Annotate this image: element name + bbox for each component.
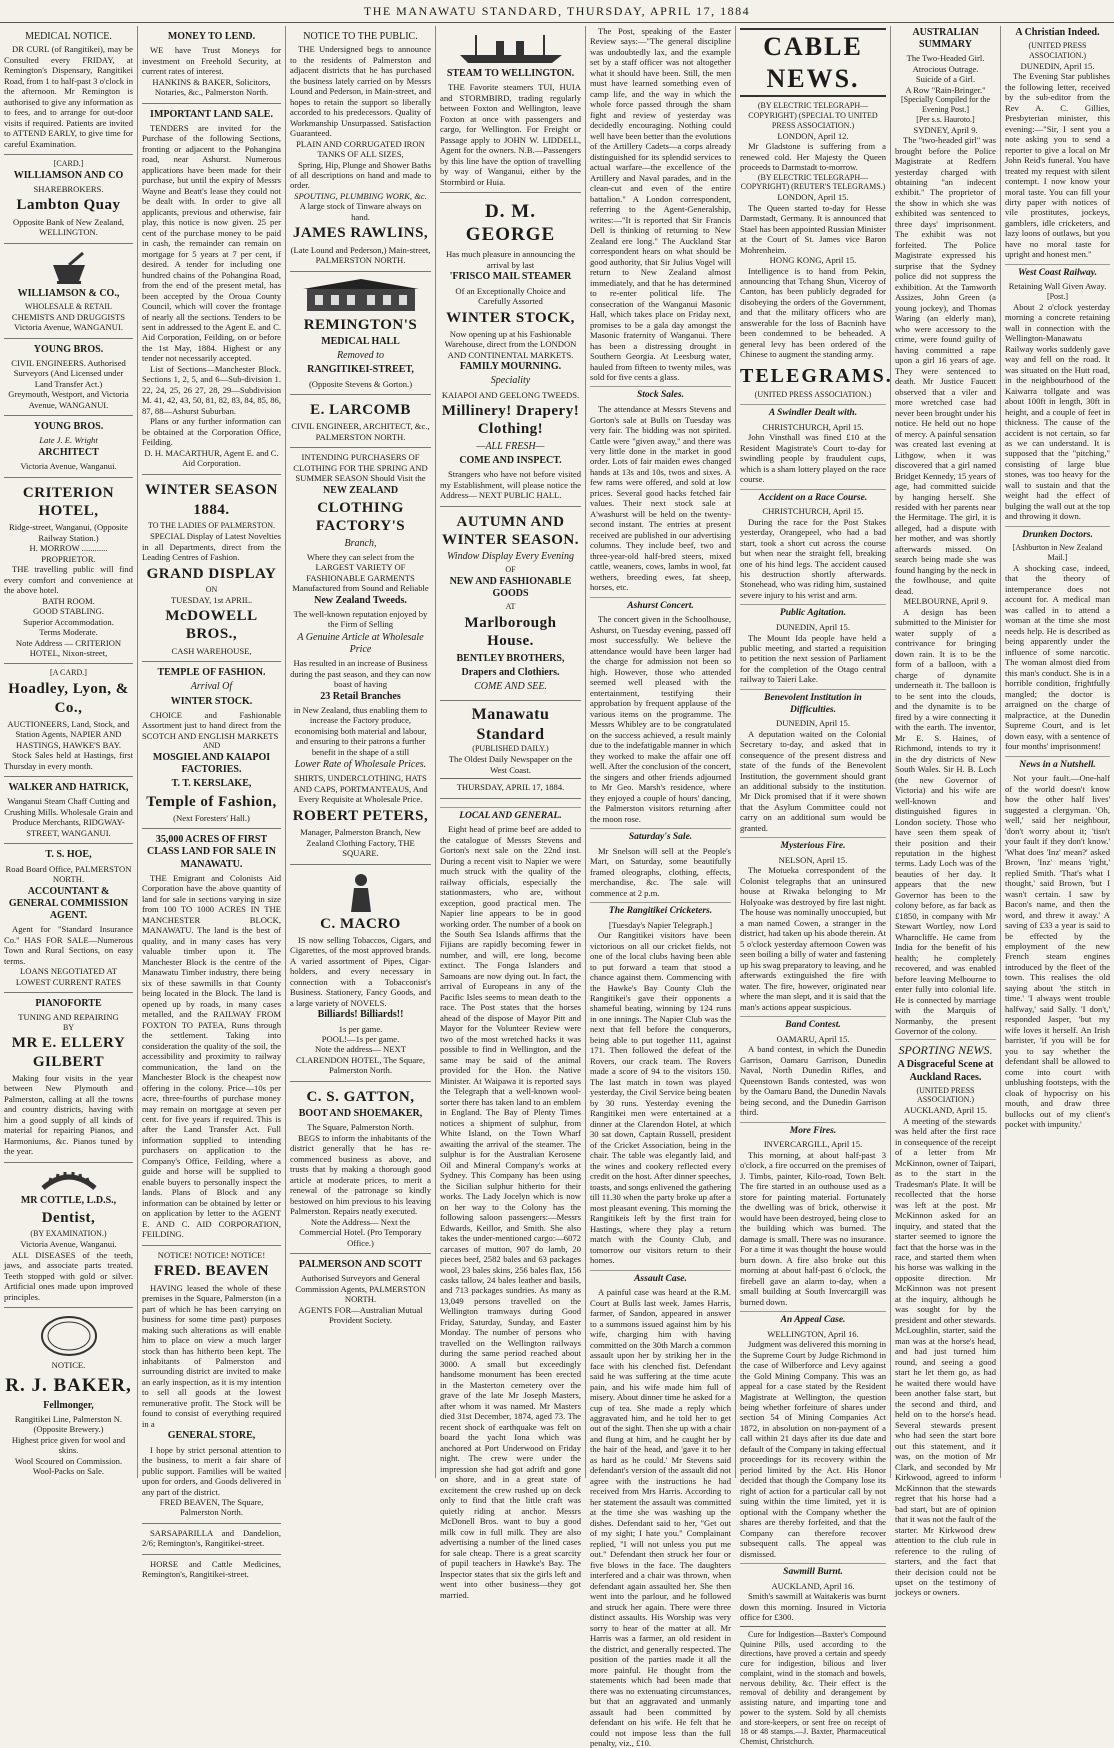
west-coast-railway-body: About 2 o'clock yesterday morning a concrete retaining wall in connection with the Wellington-Manawatu Railway works suddenly gave way and fell on the road. It was situated on the Hutt road, in the neighbourhood of the Kaiwarra tollgate and was about 100ft in length, 30ft in height, and a couple of feet in thickness. The cause of the accident is not certain, so far as we can understand. It is supposed that the "pitching," consisting of large blue stones, was too heavy for the wall to sustain and that the weight had the effect of bulging the wall out at the top and throwing it down. — [1005, 301, 1110, 522]
baker-trade: Fellmonger, — [43, 1399, 94, 1411]
cable-source-1: (BY ELECTRIC TELEGRAPH—COPYRIGHT) (SPECIAL TO UNITED PRESS ASSOCIATION.) — [748, 101, 878, 130]
pool-note: Note the address— NEXT CLARENDON HOTEL, The Square, Palmerston North. — [296, 1044, 425, 1076]
baker-address: Rangitikei Line, Palmerston N. (Opposite Brewery.) — [14, 1413, 123, 1435]
christian-indeed-dateline: DUNEDIN, April 15. — [1020, 60, 1095, 71]
local-body: Eight head of prime beef are added to the catalogue of Messrs Stevens and Gorton's next sale on the 22nd inst. During a recent visit to Napier we were much struck with the quality of the railway officials, especially the stationmasters, who are, without exception, good practical men. The Napier line appears to be in good working order. The number of a book on the South Sea Islands affirms that the Fijians are rapidly becoming fewer in number, and will, ere long, become extinct. The Fonga Islanders and Samoans are now dying out. In fact, the arrival of Europeans in any of the Pacific Isles seems to mean death to the race. The Post states that the horses ahead of the dispose of Mayor Pitt and Mayor for the Volunteer Review were two of the most wretched hacks it was possible to find in Wellington, and the same may be said of the animal provided for the Hon. the Native Minister. At Waipawa it is reported says the Telegraph that a well-known wool-sorter there has taken land to an emblem in England. The Bay of Plenty Times notices a shipment of sulphur, from White Island, on the Town Wharf awaiting the arrival of the steamer. The sulphur is for the Australian Kerosene Oil and Mineral Company's works at Sydney. This Company has been using the Sicilian sulphur hitherto for their works. The Lady Jocelyn which is now on her way to the Colony has the following saloon passengers:—Messrs Edwards, Keillor, and Smith. She also takes the under-mentioned cargo:—6072 carcases of mutton, 907 do lamb, 20 pieces beef, 2582 bales and 63 packages wool, 23 bales skins, 256 bales flax, 156 casks tallow, 24 bales leather and basils, and 713 packages sundries. As many as 13,049 persons travelled on the Wellington tramways during Good Friday, Saturday, Sunday, and Easter Monday. The number of persons who travelled on the Wellington railways during the same period reached about 3000. A small but exceedingly handsome monument has been erected in the Masterton cemetery over the grave of the late Mr Joseph Masters, after whom it was named. Mr Masters died 31st December, 1874, aged 73. The recent shock of earthquake was felt on board the yacht Iona which was anchored at Port Underwood on Friday night. The crew were under the impression she had got adrift and gone on shore, and in a great state of excitement the crew rushed up on deck only to find that the little craft was quietly riding at anchor. Messrs McDonell Bros. want to buy a good milk cow in full milk. They are also advertising a number of the lined cases for sale cheap. There is a great scarcity of pupil teachers in Hawke's Bay. The Inspector states that six the girls left and went into other business—they got married. — [440, 824, 581, 1600]
wool-bale-seal-icon — [39, 1315, 99, 1357]
hoe-loans: LOANS NEGOTIATED AT LOWEST CURRENT RATES — [15, 966, 122, 987]
george-stock: WINTER STOCK, — [446, 309, 575, 326]
grand-display-heading: GRAND DISPLAY — [146, 565, 277, 582]
pianoforte-ad — [4, 993, 133, 1163]
autumn-new: NEW AND FASHIONABLE GOODS — [449, 576, 572, 600]
chemists-address: Victoria Avenue, WANGANUI. — [14, 322, 123, 333]
autumn-house: Marlborough House. — [464, 615, 557, 650]
beaven-ad — [142, 1246, 281, 1524]
temple-of-fashion-ad — [142, 662, 281, 829]
autumn-at: AT — [505, 602, 516, 612]
young-bros-address: Greymouth, Westport, and Victoria Avenue, WANGANUI. — [8, 389, 129, 410]
more-fires-body: This morning, at about half-past 3 o'clock, a fire occurred on the premises of J. Timbs, painter, Kilo-road, Town Belt. The fire started in an outhouse used as a store for painting material. Fortunately the dwelling was of brick, otherwise it would have been destroyed, being close to the building which was burned. The damage is small. There was no insurance. For a time it was thought the house would burn down. A fire also broke out this morning at about half-past 6 o'clock, the firebell gave an alarm to-day, when a small building at South Invercargill was burned down. — [740, 1149, 886, 1307]
walker-body: Wanganui Steam Chaff Cutting and Crushing Mills. Wholesale Grain and Produce Merchants, RIDGWAY-STREET, WANGANUI. — [4, 796, 133, 838]
column-4 — [435, 26, 585, 1600]
aus-summary-item-4: A Row "Rain-Bringer." — [905, 84, 986, 95]
rawlins-ad — [290, 26, 431, 272]
local-general-article — [440, 799, 581, 1605]
chemists-trade-1: WHOLESALE & RETAIL — [25, 301, 112, 311]
criterion-accommodation: Superior Accommodation. — [23, 616, 114, 627]
cottle-trade: Dentist, — [41, 1210, 96, 1227]
cricketers-source: [Tuesday's Napier Telegraph.] — [608, 919, 713, 930]
hall-building-icon — [301, 279, 421, 313]
race-accident-body: During the race for the Post Stakes yesterday, Orangepeel, who had a bad start, took a short cut across the course but when near the straight fell, breaking one of his hind legs. The accident caused his destruction shortly afterwards. Stonehead, who was riding him, sustained severe injury to his wrist and arm. — [740, 516, 886, 600]
macro-body: IS now selling Tobaccos, Cigars, and Cigarettes, of the most approved brands. A varied assortment of Pipes, Cigar-holders, and every necessary in connection with a Tobacconist's Business. Stationery, Fancy Goods, and a large variety of NOVELS. — [290, 934, 431, 1008]
steamship-icon — [456, 33, 566, 65]
telegrams-source: (UNITED PRESS ASSOCIATION.) — [754, 390, 872, 400]
george-come: COME AND INSPECT. — [459, 454, 562, 466]
george-kaiapoi: KAIAPOI AND GEELONG TWEEDS. — [441, 389, 580, 400]
rawlins-address: (Late Lound and Pederson,) Main-street, PALMERSTON NORTH. — [290, 244, 431, 266]
hoe-address: Road Board Office, PALMERSTON NORTH. — [5, 863, 132, 885]
george-strangers: Strangers who have not before visited my Establishment, will please notice the Address— NEXT PUBLIC HALL. — [440, 469, 581, 501]
tinware-line: A large stock of Tinware always on hand. — [299, 201, 422, 222]
hoe-trade: ACCOUNTANT & GENERAL COMMISSION AGENT. — [8, 885, 129, 921]
mosgiel-kaiapoi: MOSGIEL AND KAIAPOI FACTORIES. — [152, 751, 271, 776]
steam-to-wellington-ad — [440, 26, 581, 193]
drunken-doctors-body: A shocking case, indeed, that the theory of intemperance does not account for. A medical man was called in to attend a woman at the time she most needs help. He is described as being apparently under the influence of some narcotic. The woman almost died from this man's conduct. She is in a horrible condition, frightfully mangled; the doctor is arraigned on the charge of malpractice, at the Dunedin Supreme Court, and is let down easy, with a sentence of four months' imprisonment! — [1005, 562, 1110, 752]
piano-name: MR E. ELLERY GILBERT — [11, 1035, 126, 1070]
grand-on: ON — [205, 584, 218, 594]
criterion-bath: BATH ROOM. — [42, 595, 95, 606]
clothing-list: SHIRTS, UNDERCLOTHING, HATS AND CAPS, PORTMANTEAUS, And Every Requisite at Wholesale Price. — [293, 773, 428, 805]
paper-date: THURSDAY, APRIL 17, 1884. — [456, 782, 565, 793]
beaven-body-2: I hope by strict personal attention to the business, to merit a fair share of public support. Families will be waited upon for orders, and Goods delivered in any part of the district. — [142, 1444, 281, 1497]
sarsaparilla-ad — [142, 1524, 281, 1555]
cottle-address: Victoria Avenue, Wanganui. — [20, 1239, 117, 1250]
hoadley-trade: AUCTIONEERS, Land, Stock, and Station Agents, NAPIER AND HASTINGS, HAWKE'S BAY. — [7, 718, 130, 750]
paper-name: Manawatu Standard — [471, 706, 550, 743]
appeal-case-body: Judgment was delivered this morning in the Supreme Court by Judge Richmond in the case of Wilberforce and Levy against the Gold Mining Company. This was an appeal for a case stated by the Resident Magistrate at Wellington, the question being whether forfeiture of shares under section 54 of Mining Companies Act 1872, in absolution on non-payment of a call within 21 days after its due date and default of the Company in taking effectual proceedings for its recovery within the period limited by the Act. His Honor decided that though the Company lose its right of action for a particular call by not suing within the time limited, yet it is optional with the Company whether the shares are thereby forfeited, and that the Company can therefore recover subsequent calls. The appeal was dismissed. — [740, 1339, 886, 1559]
band-contest-body: A band contest, in which the Dunedin Garrison, Oamaru Garrison, Dunedin Naval, North Dunedin Rifles, and Queenstown Bands contested, was won by the Oamaru Band, the Dunedin Navals being second, and the Dunedin Garrison third. — [740, 1044, 886, 1118]
saturday-sale-heading: Saturday's Sale. — [590, 828, 731, 844]
cable-london-dateline: LONDON, April 12. — [777, 130, 849, 141]
george-mourning: FAMILY MOURNING. — [459, 361, 562, 373]
young-bros-trade: CIVIL ENGINEERS. Authorised Surveyors (And Licensed under Land Transfer Act.) — [11, 357, 126, 389]
ad-rule — [740, 1626, 886, 1627]
kerslake-temple: Temple of Fashion, — [146, 793, 277, 810]
race-accident-heading: Accident on a Race Course. — [740, 489, 886, 505]
billiards-heading: Billiards! Billiards!! — [317, 1009, 404, 1021]
autumn-window: Window Display Every Evening — [447, 551, 574, 563]
george-body-3: Now opening up at his Fashionable Warehouse, direct from the LONDON AND CONTINENTAL MARKETS. — [444, 328, 577, 360]
clothing-body: Where they can select from the LARGEST VARIETY OF FASHIONABLE GARMENTS Manufactured from Sound and Reliable — [292, 551, 429, 594]
iron-tanks-heading: PLAIN AND CORRUGATED IRON TANKS OF ALL SIZES, — [296, 138, 425, 160]
local-heading: LOCAL AND GENERAL. — [440, 807, 581, 823]
gatton-trade: BOOT AND SHOEMAKER, — [298, 1108, 423, 1120]
winter-body: SPECIAL Display of Latest Novelties in all Departments, direct from the Leading Centres of Fashion. — [142, 531, 281, 563]
rawlins-name: JAMES RAWLINS, — [292, 225, 429, 242]
peters-name: ROBERT PETERS, — [292, 807, 429, 824]
young-bros-architect-ad — [4, 416, 133, 477]
piano-heading: PIANOFORTE — [35, 997, 102, 1009]
george-body-2: Of an Exceptionally Choice and Carefully Assorted — [455, 285, 566, 307]
hoe-body: Agent for "Standard Insurance Co." HAS FOR SALE—Numerous Town and Rural Sections, on easy terms. — [4, 924, 133, 966]
column-7 — [890, 26, 1000, 1598]
winter-year: 1884. — [193, 502, 230, 519]
piano-by: BY — [62, 1022, 75, 1032]
williamson-name: WILLIAMSON AND CO — [13, 169, 124, 181]
autumn-heading: AUTUMN AND WINTER SEASON. — [441, 513, 580, 548]
williamson-address-1: Lambton Quay — [16, 197, 121, 214]
baker-wool: Wool Scoured on Commission. — [14, 1455, 123, 1466]
stock-sales-heading: Stock Sales. — [590, 386, 731, 402]
clothing-intro: INTENDING PURCHASERS OF CLOTHING FOR THE SPRING AND SUMMER SEASON Should Visit the — [293, 452, 428, 484]
mysterious-fire-body: The Motueka correspondent of the Colonist telegraphs that an uninsured house at Riwaka belonging to Mr Holyoake was destroyed by fire last night. The house was nominally unoccupied, but a man named Cowen, a stranger in the district, had taken up his abode therein. At 5 o'clock yesterday afternoon Cowen was seen boiling a billy of water and fastening up his swag preparatory to leaving, and he afterwards extinguished the fire with water. The fire, however, originated near where the man slept, and it is said that the man's actions appear suspicious. — [740, 865, 886, 1012]
news-nutshell-heading: News in a Nutshell. — [1005, 756, 1110, 772]
medical-notice-ad — [4, 26, 133, 155]
public-notice-body: THE Undersigned begs to announce to the residents of Palmerston and adjacent districts that he has purchased the business lately carried on by Messrs Lound and Pederson, in Main-street, and hopes to retain the support so liberally accorded to his predecessors. Quality of Workmanship Unsurpassed. Satisfaction Guaranteed. — [290, 44, 431, 139]
criterion-hotel-ad — [4, 478, 133, 665]
swindler-dateline: CHRISTCHURCH, April 15. — [762, 421, 864, 432]
sporting-news-heading: SPORTING NEWS. — [895, 1039, 996, 1058]
paper-daily: (PUBLISHED DAILY.) — [472, 744, 549, 754]
walker-hatrick-ad — [4, 777, 133, 844]
larcomb-ad — [290, 395, 431, 448]
swindler-body: John Vinsthall was fined £10 at the Resident Magistrate's Court to-day for swindling people by fraudulent cups, which is a sham lottery played on the race course. — [740, 432, 886, 485]
band-contest-heading: Band Contest. — [740, 1016, 886, 1032]
pool-line: POOL!—1s per game. — [321, 1034, 400, 1044]
acres-heading: 35,000 ACRES OF FIRST CLASS LAND FOR SALE IN MANAWATU. — [147, 834, 276, 870]
criterion-terms: Terms Moderate. — [39, 627, 98, 638]
tobacconist-figure-icon — [341, 872, 381, 912]
clothing-nz: NEW ZEALAND — [322, 484, 399, 496]
sporting-news-body: A meeting of the stewards was held after the first race in consequence of the receipt of a letter from Mr McKinnon, owner of Taipari, as to the start in the Tradesman's Plate. It will be recollected that the horse was left at the post. Mr McKinnon asked for an inquiry, and stated that the starter seemed to ignore the fact that the horse was in the race, and started them when his horse was walking in the opposite direction. Mr McKinnon was not present at the inquiry, although he was sought for by the president and other stewards. McLoughlin, starter, said the man was at the horse's head, and had just turned him round, and seeing a good start he let them go, as had he waited there would have been another false start, but the second and third, and held on to the horse's head. Several stewards present who had seen the start bore out this statement, and it was, on the motion of Mr Clark, and seconded by Mr Kirkwood, agreed to inform McKinnon that the stewards regret that his horse had a bad start, but are of opinion that it was not the fault of the starter. Mr Kirkwood drew attention to the club rule in reference to the ruling of starters, and the fact that their decision could not be upset on the testimony of jockeys or owners. — [895, 1115, 996, 1598]
christian-indeed-source: (UNITED PRESS ASSOCIATION.) — [1028, 41, 1087, 60]
gatton-note: Note the Address— Next the Commercial Hotel. (Pro Temporary Office.) — [299, 1216, 422, 1248]
architect-name: YOUNG BROS. — [33, 421, 104, 433]
gatton-name: C. S. GATTON, — [306, 1088, 415, 1105]
assault-case-body: A painful case was heard at the R.M. Court at Bulls last week. James Harris, farmer, of Sandon, appeared in answer to a summons issued against him by his wife, charging him with having committed on the 30th March a common assault upon her by striking her in the face with his clenched fist. Defendant said he was suffering at the time acute pain, and his wife made him full of misery. About dinner time he asked for a cup of tea. She made a reply which aggravated him, and he told her to get out of the sight. Then she up with a chair and flung at him, and he caught her by the hair of the head, and 'gave it to her as hard as he could.' Mr Stevens said defendant's version of the assault did not agree with the instructions he had received from Mrs Harris. According to her statement the assault was committed at the time she was washing up the dishes. Defendant said to her, "Get out of my sight; I hate you." Complainant replied, "I will not unless you put me out." Defendant then struck her four or five blows in the face. The daughters interfered and a chair was thrown, when defendant again assaulted her. She then went into the parlour, and he followed and struck her again. There were three distinct assaults. His Worship was very sorry to hear of the matter at all. Mr Harris was a farmer, an old resident in the district, and generally respected. The position of the parties made it all the more painful. He thought from the statements which had been made that there was no extenuating circumstances, but that an aggravated and unmanly assault had been committed by defendant on his wife. He felt that he could not impose less than the full penalty, viz., £10. — [590, 1287, 731, 1748]
clothing-lower-rate: Lower Rate of Wholesale Prices. — [294, 759, 427, 771]
cable-paragraph-3: Intelligence is to hand from Pekin, announcing that Tchang Shun, Viceroy of Canton, has been publicly degraded for disobeying the orders of the Government, and that the military officers who are answerable for the loss of Bacninh have been condemned to be beheaded. A general levy has been ordered of the Chinese to augment the standing army. — [740, 265, 886, 360]
and-label: AND — [202, 741, 221, 751]
piano-body: Making four visits in the year between New Plymouth and Palmerston, calling at all the towns and country districts, having with him a good supply of all kinds of material for repairing Pianos, and Harmoniums, &c. Pianos tuned by the year. — [4, 1073, 133, 1157]
young-bros-name: YOUNG BROS. — [33, 343, 104, 355]
agitation-body: The Mount Ida people have held a public meeting, and started a requisition to petition the next session of Parliament for the completion of the Otago central railway to Taieri Lake. — [740, 632, 886, 685]
sawmill-dateline: AUCKLAND, April 16. — [771, 1580, 855, 1591]
clothing-body-2: The well-known reputation enjoyed by the Firm of Selling — [293, 608, 428, 630]
acres-body: THE Emigrant and Colonists Aid Corporation have the above quantity of land for sale in sections varying in size from 100 TO 1000 ACRES IN THE MANCHESTER BLOCK, MANAWATU. The land is the best of quality, and in many cases has very valuable timber upon it. The Manchester Block is the centre of the Manawatu Timber industry, there being six of these sawmills in that County being located in the Block. The land is opened up by roads, in many cases metalled, and the RAILWAY FROM FOXTON TO PATEA, Runs through the settlement. Taking into consideration the quality of the soil, the accessibility and proximity to railway communication, the land on the Manchester Block is the cheapest now offering in the colony. Price—10s per acre, three-fourths of purchase money may remain on mortgage at seven per cent. for five years if required. This is after the Land Transfer Act. Full information supplied to intending purchasers on application to the Company's Office, Feilding, where a guide and horse will be supplied to enable buyers to personally inspect the lands. Plans of Block and any information can be obtained by letter or on application by letter to the AGENT E. AND C. AID CORPORATION, FEILDING. — [142, 872, 281, 1240]
clothing-body-4: in New Zealand, thus enabling them to increase the Factory produce, economising both material and labour, and ensuring to their patrons a further benefit in the shape of a still — [293, 704, 428, 757]
macro-name: C. MACRO — [320, 915, 401, 932]
baker-body: Highest price given for wool and skins. — [11, 1434, 126, 1456]
west-coast-railway-heading: West Coast Railway. — [1005, 264, 1110, 280]
choice-body: CHOICE and Fashionable Assortment just to hand direct from the SCOTCH AND ENGLISH MARKETS — [142, 709, 281, 741]
appeal-case-heading: An Appeal Case. — [740, 1311, 886, 1327]
sarsaparilla-body: SARSAPARILLA and Dandelion, 2/6; Remington's, Rangitikei-street. — [142, 1527, 281, 1549]
saturday-sale-body: Mr Snelson will sell at the People's Mart, on Saturday, some beautifully framed oleographs, clothing, effects, merchandise, &c. The sale will commence at 2 p.m. — [590, 845, 731, 898]
land-body: TENDERS are invited for the Purchase of the following Sections, fronting or adjacent to the Pohangina road, near Ashurst. Numerous applications have been made for their purchase, but until the expiry of Messrs Wayne and Beatt's lease they could not be dealt with. In order to give all applicants, previous and otherwise, fair play, this notice is now given. 25 per cent of the purchase money to be paid in cash, the remainder can remain on mortgage for 5 years at 7 per cent, if desired. A tender for including one hundred chains of the Pohangina Road, from the end of the present metal, has been accepted by the Oroua County Council, which will cover the frontage of nearly all the sections. Tenders to be sent in addressed to the Agent E. and C. Aid Corporation, Feilding, on or before the 1st May, 1884. Highest or any tender not necessarily accepted. — [142, 122, 281, 364]
architect-trade: ARCHITECT — [38, 446, 99, 458]
mysterious-fire-dateline: NELSON, April 15. — [778, 854, 848, 865]
remington-moved: Removed to — [337, 350, 384, 362]
remington-opposite: (Opposite Stevens & Gorton.) — [308, 378, 413, 389]
column-3 — [285, 26, 435, 1478]
sporting-news-source: (UNITED PRESS ASSOCIATION.) — [916, 1085, 975, 1105]
beaven-signature: FRED BEAVEN, The Square, Palmerston North. — [159, 1496, 264, 1518]
land-heading: IMPORTANT LAND SALE. — [150, 108, 273, 120]
column-5 — [585, 26, 735, 1748]
land-agent: D. H. MACARTHUR, Agent E. and C. Aid Corporation. — [144, 447, 279, 469]
drunken-doctors-source: [Ashburton in New Zealand Mail.] — [1012, 543, 1103, 563]
baxter-ad-body: Cure for Indigestion—Baxter's Compound Quinine Pills, used according to the directions, have proved a certain and speedy cure for indigestion, bilious and liver complaint, wind in the stomach and bowels, nervous debility, &c. Their effect is the removal of debility and derangement by assisting nature, and imparting tone and power to the system. Sold by all chemists and store-keepers, or sent free on receipt of 18 or 48 stamps.—J. Baxter, Pharmaceutical Chemist, Christchurch. — [740, 1629, 886, 1747]
palmerson-scott-ad — [290, 1254, 431, 1331]
george-name: D. M. GEORGE — [465, 201, 556, 246]
beaven-heading: FRED. BEAVEN — [154, 1263, 269, 1280]
west-coast-railway-source: [Post.] — [1046, 291, 1069, 301]
agitation-dateline: DUNEDIN, April 15. — [776, 622, 850, 633]
land-sale-ad — [142, 104, 281, 475]
williamson-chemists-ad — [4, 244, 133, 339]
criterion-heading: CRITERION HOTEL, — [22, 484, 115, 519]
agitation-heading: Public Agitation. — [740, 604, 886, 620]
criterion-address: Ridge-street, Wanganui, (Opposite Railway Station.) — [9, 522, 128, 543]
chemists-trade-2: CHEMISTS AND DRUGGISTS — [11, 311, 126, 322]
george-steamer: 'FRISCO MAIL STEAMER — [449, 271, 572, 283]
clothing-heading: CLOTHING FACTORY'S — [315, 499, 406, 535]
hoadley-body: Stock Sales held at Hastings, first Thursday in every month. — [4, 750, 133, 771]
clothing-branches: 23 Retail Branches — [320, 690, 401, 702]
sawmill-heading: Sawmill Burnt. — [740, 1563, 886, 1579]
architect-address: Victoria Avenue, Wanganui. — [20, 461, 117, 472]
race-accident-dateline: CHRISTCHURCH, April 15. — [762, 506, 864, 517]
remington-name: REMINGTON'S — [303, 316, 418, 333]
autumn-of: OF — [505, 565, 516, 575]
macro-tobacconist-ad — [290, 865, 431, 1082]
melbourne-dateline: MELBOURNE, April 9. — [903, 596, 988, 607]
mysterious-fire-heading: Mysterious Fire. — [740, 837, 886, 853]
winter-ladies: TO THE LADIES OF PALMERSTON. — [147, 521, 276, 531]
masthead: THE MANAWATU STANDARD, THURSDAY, APRIL 17, 1884 — [0, 0, 1114, 23]
spouting-line: SPOUTING, PLUMBING WORK, &c. — [294, 190, 427, 201]
baker-fellmonger-ad — [4, 1308, 133, 1482]
christian-indeed-body: The Evening Star publishes the following letter, received by the sub-editor from the Rev A. C. Gillies, Presbyterian minister, this evening:—"Sir, I sent you a note asking you to send a reporter to give a local on Mr John Reid's funeral. You have treated my request with silent contempt. I now know your moral taste. You can fill your dirty paper with notices of vile prostitutes, jockeys, gamblers, idle cricketers, and lazy loons of outlaws, but you have no moral taste for upright and honest men." — [1005, 71, 1110, 260]
notice-row: NOTICE! NOTICE! NOTICE! — [157, 1249, 266, 1260]
winter-heading: WINTER SEASON — [145, 481, 278, 498]
steam-heading: STEAM TO WELLINGTON. — [446, 68, 575, 79]
ashurst-concert-body: The concert given in the Schoolhouse, Ashurst, on Tuesday evening, passed off most successfully. We believe the attendance would have been larger had the charge for admission not been so high. However, those who attended seemed well pleased with the entertainment, testifying their approbation by frequent applause of the various items on the programme. The Messrs Whibley are to be congratulated on the success achieved, a result mainly due to the indefatigable manner in which they worked to make the affair one off well. After the conclusion of the concert, the singers and other friends adjourned to Mr Geo. Marsh's residence, where they enjoyed a couple of hours' dancing, the Palmerston visitors returning after the moon rose. — [590, 614, 731, 824]
sydney-dateline: SYDNEY, April 9. — [913, 124, 978, 135]
walker-name: WALKER AND HATRICK, — [8, 782, 129, 794]
hoadley-name: Hoadley, Lyon, & Co., — [8, 681, 129, 716]
telegrams-heading: TELEGRAMS. — [740, 364, 893, 387]
clothing-branch: Branch, — [344, 537, 377, 549]
temple-heading: TEMPLE OF FASHION. — [157, 667, 266, 679]
horse-medicine-body: HORSE and Cattle Medicines, Remington's, Rangitikei-street. — [142, 1558, 281, 1580]
clothing-factory-ad — [290, 448, 431, 864]
paper-oldest: The Oldest Daily Newspaper on the West Coast. — [448, 754, 573, 775]
more-fires-heading: More Fires. — [740, 1122, 886, 1138]
palmerson-name: PALMERSON AND SCOTT — [298, 1259, 423, 1271]
bentley-trade: Drapers and Clothiers. — [461, 666, 560, 678]
column-6 — [735, 26, 893, 1747]
mcdowell-name: McDOWELL BROS., — [165, 608, 258, 643]
williamson-trade: SHAREBROKERS. — [33, 183, 104, 194]
young-bros-engineers-ad — [4, 339, 133, 417]
steam-body: THE Favorite steamers TUI, HUIA and STORMBIRD, trading regularly between Foxton and Wellington, leave Foxton at once with passengers and cargo, for Wellington. For Freight or Passage apply to JOHN W. LIDDELL, Agent for the owners. N.B.—Passengers by this line have the option of travelling by way of Wanganui, either by the Stormbird or Huia. — [440, 82, 581, 187]
cottle-name: MR COTTLE, L.D.S., — [20, 1194, 117, 1206]
billiards-price: 1s per game. — [338, 1023, 383, 1034]
column-2 — [137, 26, 285, 1580]
baker-notice-label: NOTICE. — [51, 1360, 86, 1371]
benevolent-body: A deputation waited on the Colonial Secretary to-day, and asked that in consequence of the present distress and state of the funds of the Benevolent Institution, the government should grant an additional subsidy to the institution. Mr Dick promised that if it were shown that the Asylum Committee could not carry on an additional sum would be granted. — [740, 728, 886, 833]
palmerson-agents: AGENTS FOR—Australian Mutual Provident Society. — [298, 1304, 423, 1326]
appeal-case-dateline: WELLINGTON, April 16. — [767, 1328, 859, 1339]
architect-sub: Late J. E. Wright — [39, 435, 98, 446]
medical-notice-heading: MEDICAL NOTICE. — [25, 31, 112, 42]
iron-tanks-body: Spring, Hip, Plunge and Shower Baths of all descriptions on hand and made to order. — [290, 159, 431, 191]
palmerson-body: Authorised Surveyors and General Commission Agents, PALMERSTON NORTH. — [295, 1273, 426, 1305]
williamson-sharebrokers-ad — [4, 155, 133, 244]
clothing-body-3: Has resulted in an increase of Business during the past season, and they can now boast of having — [290, 658, 431, 690]
money-body: WE have Trust Moneys for investment on Freehold Security, at current rates of interest. — [142, 45, 281, 77]
cable-source-2: (BY ELECTRIC TELEGRAPH—COPYRIGHT) (REUTER'S TELEGRAMS.) — [740, 172, 886, 192]
swindler-heading: A Swindler Dealt with. — [740, 404, 886, 420]
nameplate-rule — [440, 778, 581, 779]
george-speciality: Speciality — [490, 375, 531, 387]
band-contest-dateline: OAMARU, April 15. — [776, 1033, 850, 1044]
kerslake-name: T. T. KERSLAKE, — [171, 778, 252, 790]
west-coast-railway-sub: Retaining Wall Given Away. — [1008, 281, 1107, 292]
sawmill-body: Smith's sawmill at Waitakeris was burnt down this morning. Insured in Victoria office for £300. — [740, 1591, 886, 1623]
public-notice-heading: NOTICE TO THE PUBLIC. — [303, 31, 418, 42]
mortar-and-pestle-icon — [49, 251, 89, 285]
aus-summary-item-3: Suicide of a Girl. — [915, 74, 976, 85]
dentures-icon — [39, 1170, 99, 1192]
column-1 — [0, 26, 137, 1478]
hoe-name: T. S. HOE, — [45, 849, 92, 861]
beaven-general-store: GENERAL STORE, — [167, 1430, 256, 1442]
cable-news-heading: CABLE NEWS. — [740, 28, 886, 97]
kerslake-address: (Next Foresters' Hall.) — [173, 812, 250, 823]
money-heading: MONEY TO LEND. — [167, 31, 256, 42]
bentley-come: COME AND SEE. — [474, 681, 547, 693]
williamson-address-2: Opposite Bank of New Zealand, WELLINGTON. — [13, 216, 124, 238]
hoadley-card-label: [A CARD.] — [50, 668, 87, 678]
land-list: List of Sections—Manchester Block. Sections 1, 2, 5, and 6—Sub-division 1. 22, 24, 25, 26 27, 28, 29—Subdivision M. 41, 42, 43, 50, 81, 82, 83, 84, 85, 86, 87, 88—Ashurst Suburban. — [142, 363, 281, 416]
bentley-name: BENTLEY BROTHERS, — [456, 652, 565, 664]
news-body-1: The Post, speaking of the Easter Review says:—"The general discipline was undoubtedly lax, and the example set by a staff officer was not altogether what it should have been. Still, the men must have learned something even of camp life, and the way in which the whole force passed through the sham fight and review of yesterday was decidedly encouraging. Nothing could well have been better than the evolutions of the Artillery Cadets—a corps already distinguished for its splendid services to actual warfare—the excellence of the Artillery and Naval parades, and in the clean-cut and even of the entire battalion." A London correspondent, referring to the Agent-Generalship, writes:—"It is reported that Sir Francis Dell is thinking of returning to New Zealand ere long." The Auckland Star correspondent hears on what should be good authority, that Sir Julius Vogel will return to New Zealand almost immediately, and that he has determined to re-enter political life. The consecration of the Wanganui Masonic Hall, which takes place on Friday next, promises to be a gala day amongst the Masonic fraternity of Wanganui. There has been a distressing drought in Southern Georgia. At Leesburg water, hauled from fifteen to twenty miles, was sold for five cents a glass. — [590, 26, 731, 382]
winter-stock-heading: WINTER STOCK. — [170, 695, 253, 707]
beaven-body: HAVING leased the whole of these premises in the Square, Palmerston (in a part of which he has been carrying on business for some time past) purposes making such alterations as will enable him to place on view a much larger stock than has hitherto been kept. The inhabitants of Palmerston and surrounding district are invited to make an early inspection, as it is my intention to sell all goods at the lowest remunerative profit. The Stock will be found to consist of everything required in a — [142, 1282, 281, 1429]
chemists-name: WILLIAMSON & CO., — [17, 287, 120, 299]
mcdowell-trade: CASH WAREHOUSE, — [171, 645, 252, 656]
christian-indeed-heading: A Christian Indeed. — [1015, 27, 1100, 38]
baker-packs: Wool-Packs on Sale. — [32, 1466, 105, 1477]
larcomb-address: PALMERSTON NORTH. — [315, 431, 406, 442]
piano-sub: TUNING AND REPAIRING — [18, 1012, 119, 1023]
marlborough-house-ad — [440, 507, 581, 702]
remington-street: RANGITIKEI-STREET, — [307, 364, 414, 376]
george-fresh: —ALL FRESH— — [476, 440, 545, 452]
australian-summary-heading: AUSTRALIAN SUMMARY — [912, 27, 979, 51]
cable-paragraph-1: Mr Gladstone is suffering from a renewed cold. Her Majesty the Queen proceeds to Darmstadt to-morrow. — [740, 141, 886, 173]
ashurst-concert-heading: Ashurst Concert. — [590, 597, 731, 613]
larcomb-trade: CIVIL ENGINEER, ARCHITECT, &c., — [291, 421, 430, 432]
aus-summary-item-2: Atrocious Outrage. — [912, 63, 979, 74]
remington-hall: MEDICAL HALL — [321, 335, 400, 347]
aus-summary-item-1: The Two-Headed Girl. — [906, 53, 985, 64]
baker-name: R. J. BAKER, — [5, 1374, 132, 1396]
column-8 — [1000, 26, 1114, 1478]
clothing-tweeds: New Zealand Tweeds. — [314, 594, 407, 606]
george-body: Has much pleasure in announcing the arrival by last — [445, 249, 576, 270]
more-fires-dateline: INVERCARGILL, April 15. — [763, 1139, 863, 1150]
larcomb-name: E. LARCOMB — [310, 402, 411, 419]
cottle-body: ALL DISEASES of the teeth, jaws, and associate parts treated. Teeth stopped with gold or silver. Artificial ones made upon improved principles. — [4, 1249, 133, 1302]
land-plans: Plans or any further information can be obtained at the Corporation Office, Feilding. — [142, 416, 281, 448]
hoe-ad — [4, 844, 133, 993]
assault-case-heading: Assault Case. — [590, 1270, 731, 1286]
clothing-genuine: A Genuine Article at Wholesale Price — [297, 631, 424, 655]
horse-medicine-ad — [142, 1555, 281, 1585]
williamson-card-label: [CARD.] — [53, 159, 84, 169]
aus-summary-vessel: [Per s.s. Hauroto.] — [916, 114, 975, 124]
medical-notice-body: DR CURL (of Rangitikei), may be Consulted every FRIDAY, at Remington's Dispensary, Rangitikei Road, from 1 to half-past 3 o'clock in the afternoon. Mr Remington is authorised to give any information as to fees, and to arrange for out-door visits if required. Patients are invited to ATTEND EARLY, to give time for careful Examination. — [4, 44, 133, 149]
cricketers-heading: The Rangitikei Cricketers. — [590, 902, 731, 918]
criterion-proprietor: H. MORROW ............ PROPRIETOR. — [29, 543, 108, 564]
melbourne-body: A design has been submitted to the Minister for water supply of a contrivance for bringing down rain. It is to be the form of a balloon, with a charge of dynamite underneath it. The balloon is to be sent into the clouds, and the dynamite is to be fired by a wire connecting it with the earth. The inventor, Mr E. S. Haines, of Richmond, intends to try it in the dry districts of New South Wales. Sir H. B. Loch (the new Governor of Victoria) and his wife are well-known and distinguished figures in London society. Those who have seen them speak of their position and their reputation in the highest terms. Lady Loch was of the beauties of her day. It appears that the new Governor has been to the colony before, as far back as £1850, in company with Mr Stewart Wortley, now Lord Wharncliffe. He came from India for the benefit of his health; he completely recovered, and was enabled before leaving Melbourne to enter fully into colonial life. He is connected by marriage with the Marquis of Normanby, the present Governor of the colony. — [895, 606, 996, 1037]
gatton-body: BEGS to inform the inhabitants of the district generally that he has re-commenced business as above, and trusts that by making a thorough good article at moderate prices, to merit a renewal of the patronage so kindly bestowed on him previous to his leaving Palmerston. Repairs neatly executed. — [290, 1132, 431, 1217]
benevolent-heading: Benevolent Institution in Difficulties. — [740, 689, 886, 716]
criterion-stabling: GOOD STABLING. — [33, 606, 104, 617]
cable-hongkong-dateline: HONG KONG, April 15. — [769, 255, 857, 266]
acres-for-sale-ad — [142, 829, 281, 1246]
grand-date: TUESDAY, 1st APRIL. — [170, 594, 253, 605]
paper-nameplate — [440, 701, 581, 798]
arrival-label: Arrival Of — [190, 681, 233, 693]
criterion-body: THE travelling public will find every comfort and convenience at the above hotel. — [4, 564, 133, 596]
remington-ad — [290, 272, 431, 395]
aus-summary-source: [Specially Compiled for the Evening Post.] — [900, 95, 991, 115]
money-firm: HANKINS & BAKER, Solicitors, Notaries, &c., Palmerston North. — [152, 76, 271, 98]
cottle-exam: (BY EXAMINATION.) — [30, 1229, 107, 1239]
george-ad — [440, 193, 581, 507]
sydney-body: The "two-headed girl" was brought before the Police Magistrate at Redfern yesterday charged with obtaining "an indecent exhibit." The proprietor of the show in which she was exhibited was sentenced to three days' imprisonment. The exhibit was not forfeited. The Police Magistrate expressed his surprise that the Sydney police did not suppress the exhibition. At the Tamworth Assizes, John Green (a young jockey), and Thomas Waring (an elderly man), who were accessory to the crime, were found guilty of having committed a rape upon a girl 16 years of age. They were sentenced to death. Mr Justice Faucett observed that a viler and more wretched case had never been brought under his notice. He held out no hope of mercy. A painful sensation was created last evening at Lithgow, when it was discovered that a girl named Bridget Kennedy, 15 years of age, had committed suicide by hanging herself. She resided with her parents near the Hermitage. The girl, it is alleged, had a dispute with her mother, and was shortly afterwards missed. On search being made she was found hanging by the neck in the fowlhouse, and quite dead. — [895, 135, 996, 596]
criterion-note: Note Address — CRITERION HOTEL, Nixon-street, — [15, 637, 122, 658]
george-millinery: Millinery! Drapery! Clothing! — [441, 403, 580, 438]
stock-sales-body: The attendance at Messrs Stevens and Gorton's sale at Bulls on Tuesday was very fair. The bidding was not spirited. Cattle were "given away," and there was very little done in the market in good order. Lots of fair maiden ewes changed hands at 13s and 10s, twos and sixes. A few rams were offered, and sold at low prices. Several good hacks fetched fair values. Their next stock sale at A'washurst will be held on the twenty-second instant. The entries at present received are published in our advertising columns. They include beef, two and three-year-old half-bred steers, mixed cattle, weaners, cows, lambs in wool, fat wethers, breeding ewes, fat sheep, horses, etc. — [590, 404, 731, 593]
benevolent-dateline: DUNEDIN, April 15. — [776, 718, 850, 729]
cable-london-dateline-2: LONDON, April 15. — [777, 192, 849, 203]
money-to-lend-ad — [142, 26, 281, 104]
cable-paragraph-2: The Queen started to-day for Hesse Darmstadt, Germany. It is announced that Stael has been appointed Russian Minister at the Court of St. James vice Baron Mohrenheim. — [740, 202, 886, 255]
gatton-address: The Square, Palmerston North. — [307, 1122, 414, 1133]
sporting-news-dateline: AUCKLAND, April 15. — [903, 1105, 988, 1116]
cricketers-body: Our Rangitikei visitors have been victorious on all our cricket fields, not one of the local clubs having been able to put forward a team that stood a chance against them. Commencing with the Hawke's Bay County Club the Rangitikei's gave their opponents a shameful beating, winning by 124 runs in one innings. The Napier Club was the next that fell before the conquerors, being able to put together 111, against 171. Then followed the defeat of the Rovers, our crack team. The Rovers made a score of 94 to the visitors 150. The last match in town was played yesterday, the Civil Service being beaten by 30 runs. Yesterday evening the Rangitikei men were entertained at a dinner at the Clarendon Hotel, at which 30 sat down, Captain Russell, president of the Cricket Association, being in the chair. The table was elegantly laid, and the wines and cookery reflected every credit on the host. After dinner speeches, toasts, and songs enlivened the gathering till 11.30 when the party broke up after a most pleasant evening. This morning the Rangitikeis left by the first train for Hastings, where they play a return match with the County Club, and tomorrow our visitors return to their homes. — [590, 930, 731, 1266]
cottle-dentist-ad — [4, 1163, 133, 1308]
winter-season-ad — [142, 475, 281, 662]
news-nutshell-body: Not your fault.—One-half of the world doesn't know how the other half lives' suggested a clergyman. 'Oh, well,' said her neighbour, 'don't worry about it; 'tisn't your fault if they don't know.' 'What does 'Inz' mean?' asked Brown, 'Inz' means 'right,' replied Smith. 'That's what I thought,' said Brown, 'but I wasn't certain. I saw by Bacon's name, and then the word, and threw it away.' A saving of £33 a year is said to be effected by the employment of the new French steam engines introduced by the fleet of the town. This realises the old saying about 'the stitch in time.' 'I always went trouble halfway,' said Sally. 'I don't,' responded Jasper, 'but my wife loves it herself. An Irish barrister, 'if you will be for you to say whether the defendant shall be allowed to come into court with unblushing footsteps, with the cloak of hypocrisy on his mouth, and draw three bullocks out of my client's pocket with impunity.' — [1005, 773, 1110, 1130]
drunken-doctors-heading: Drunken Doctors. — [1005, 526, 1110, 542]
sporting-news-sub: A Disgraceful Scene at Auckland Races. — [897, 1059, 994, 1083]
hoadley-lyon-ad — [4, 664, 133, 777]
peters-role: Manager, Palmerston Branch, New Zealand Clothing Factory, THE SQUARE. — [300, 827, 421, 859]
gatton-bootmaker-ad — [290, 1082, 431, 1254]
